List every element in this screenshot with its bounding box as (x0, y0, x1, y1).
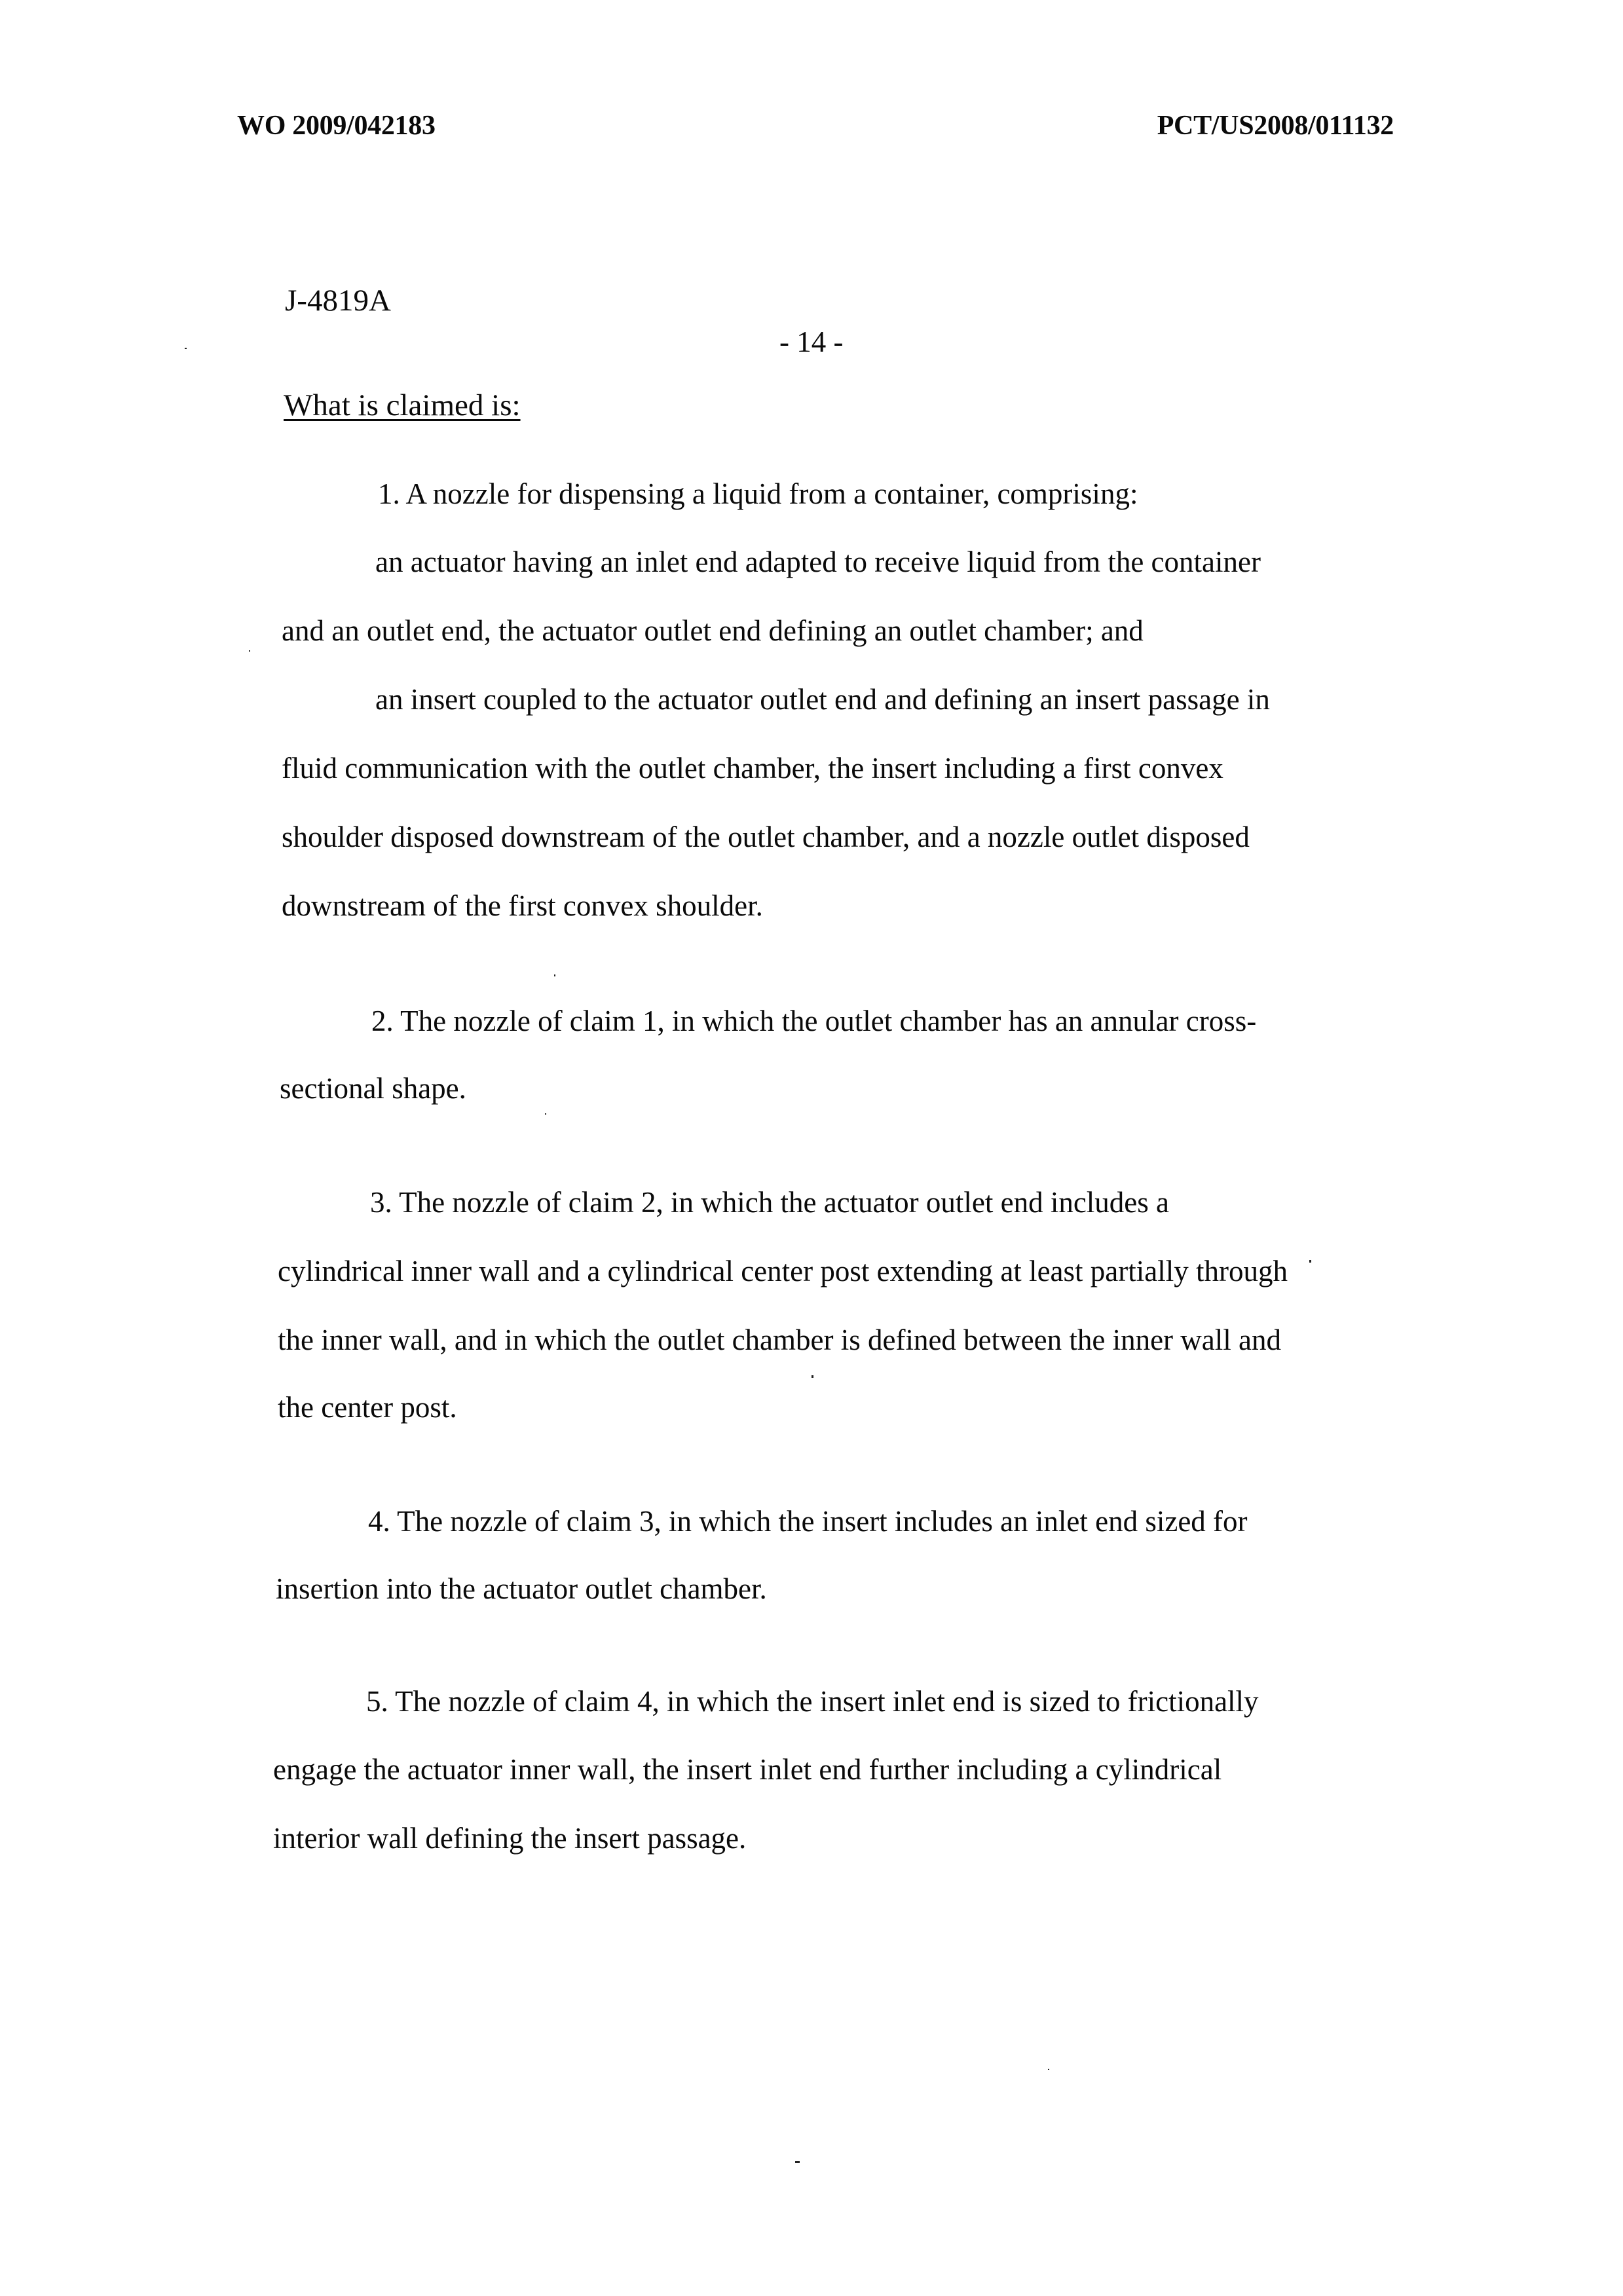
claim-line: an actuator having an inlet end adapted to receive liquid from the container (375, 546, 1261, 578)
claim-line: and an outlet end, the actuator outlet end defining an outlet chamber; and (282, 614, 1144, 647)
claim-line: downstream of the first convex shoulder. (282, 889, 763, 922)
claim-line: shoulder disposed downstream of the outlet chamber, and a nozzle outlet disposed (282, 821, 1250, 853)
scan-speck (185, 348, 187, 349)
page-number: - 14 - (779, 325, 844, 358)
scan-speck (1309, 1260, 1311, 1263)
claim-line: an insert coupled to the actuator outlet end and defining an insert passage in (375, 683, 1270, 716)
claim-line: insertion into the actuator outlet chamber. (276, 1572, 767, 1605)
claim-line: 3. The nozzle of claim 2, in which the actuator outlet end includes a (370, 1186, 1170, 1219)
claim-line: 4. The nozzle of claim 3, in which the insert includes an inlet end sized for (368, 1505, 1248, 1538)
scan-speck (554, 974, 555, 976)
claim-line: the inner wall, and in which the outlet chamber is defined between the inner wall and (278, 1324, 1281, 1356)
claims-heading: What is claimed is: (284, 388, 521, 422)
claim-line: sectional shape. (280, 1072, 466, 1105)
claim-line: interior wall defining the insert passage. (273, 1822, 747, 1855)
claim-line: 2. The nozzle of claim 1, in which the outlet chamber has an annular cross- (371, 1005, 1257, 1037)
scan-speck (1048, 2069, 1049, 2070)
claim-line: the center post. (278, 1391, 457, 1424)
application-number: PCT/US2008/011132 (1157, 111, 1394, 141)
document-reference: J-4819A (285, 284, 391, 318)
claim-line: cylindrical inner wall and a cylindrical center post extending at least partially through (278, 1255, 1288, 1287)
claim-line: 5. The nozzle of claim 4, in which the insert inlet end is sized to frictionally (366, 1685, 1259, 1718)
claim-line: 1. A nozzle for dispensing a liquid from a container, comprising: (378, 477, 1138, 510)
claim-line: engage the actuator inner wall, the insert inlet end further including a cylindrical (273, 1753, 1222, 1786)
publication-number: WO 2009/042183 (237, 111, 436, 141)
scan-speck (795, 2161, 800, 2163)
claim-line: fluid communication with the outlet chamber, the insert including a first convex (282, 752, 1223, 785)
scan-speck (249, 650, 250, 652)
scan-speck (545, 1113, 546, 1115)
scan-speck (811, 1375, 813, 1378)
